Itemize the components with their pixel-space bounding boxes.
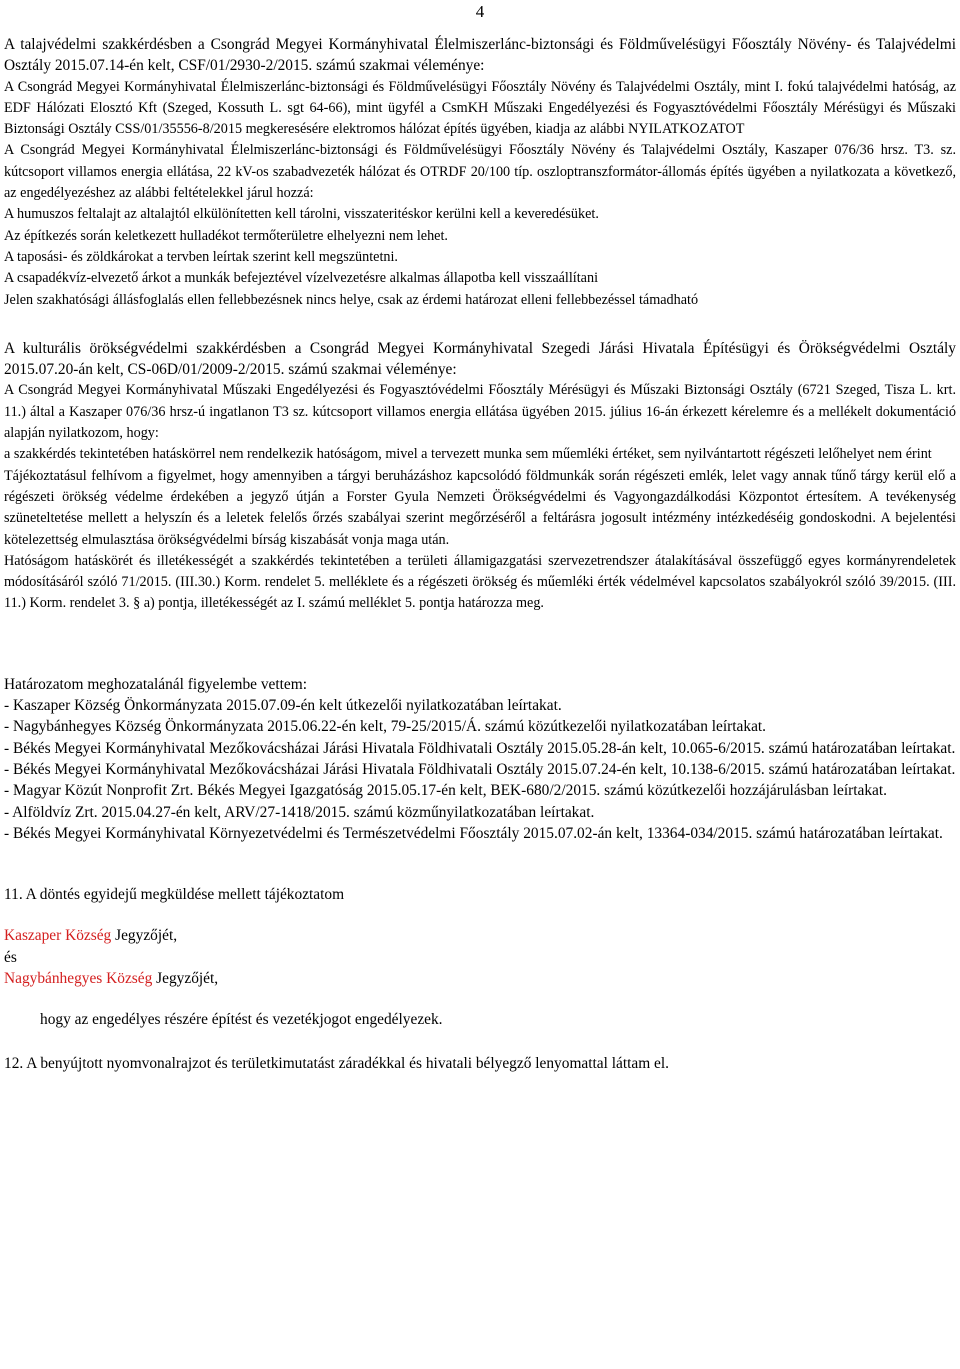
conjunction: és bbox=[4, 948, 17, 966]
notification-purpose: hogy az engedélyes részére építést és vezetékjogot engedélyezek. bbox=[40, 1011, 443, 1029]
recipient-1-suffix: Jegyzőjét, bbox=[111, 927, 178, 945]
heritage-paragraph-4: Hatóságom hatáskörét és illetékességét a szakkérdés tekintetében a területi államigazgatási szervezetrendszer átalakításával összefüggő egyes kormányrendeletek módosításáról szóló 71/2015. (III.30.) Korm. rendelet 5. melléklete és a régészeti örökség és műemléki érték védelmével kapcsolatos szabályokról szóló 39/2015. (III. 11.) Korm. rendelet 3. § a) pontja, illetékességét az I. számú melléklet 5. pontja határozza meg. bbox=[4, 552, 956, 612]
soil-section-heading: A talajvédelmi szakkérdésben a Csongrád Megyei Kormányhivatal Élelmiszerlánc-biztonsági és Földművelésügyi Főosztály Növény- és Talajvédelmi Osztály 2015.07.14-én kelt, CSF/01/2930-2/2015. számú szakmai véleménye: bbox=[4, 36, 956, 75]
recipient-2-suffix: Jegyzőjét, bbox=[152, 969, 219, 987]
consideration-item: - Nagybánhegyes Község Önkormányzata 2015.06.22-én kelt, 79-25/2015/Á. számú közútkezelői nyilatkozatában leírtakat. bbox=[4, 718, 767, 736]
consideration-item: - Békés Megyei Kormányhivatal Mezőkovácsházai Járási Hivatala Földhivatali Osztály 2015.05.28-án kelt, 10.065-6/2015. számú határozatában leírtakat. bbox=[4, 739, 956, 757]
soil-condition-4: A csapadékvíz-elvezető árkot a munkák befejeztével vízelvezetésre alkalmas állapotba kell visszaállítani bbox=[4, 270, 599, 287]
page-number: 4 bbox=[475, 2, 485, 21]
consideration-item: - Alföldvíz Zrt. 2015.04.27-én kelt, ARV/27-1418/2015. számú közműnyilatkozatában leírtakat. bbox=[4, 803, 595, 821]
soil-protection-section bbox=[4, 34, 956, 311]
notification-heading: 11. A döntés egyidejű megküldése mellett tájékoztatom bbox=[4, 886, 345, 904]
recipient-2-name: Nagybánhegyes Község bbox=[4, 969, 153, 987]
spacer bbox=[4, 311, 956, 338]
soil-condition-3: A taposási- és zöldkárokat a tervben leírtak szerint kell megszüntetni. bbox=[4, 248, 398, 265]
recipient-1 bbox=[4, 925, 956, 946]
soil-condition-1: A humuszos feltalajt az altalajtól elkülönítetten kell tárolni, visszateritéskor kerülni kell a keveredésüket. bbox=[4, 206, 599, 223]
consideration-item: - Kaszaper Község Önkormányzata 2015.07.09-én kelt útkezelői nyilatkozatában leírtakat. bbox=[4, 697, 562, 715]
heritage-paragraph-3: Tájékoztatásul felhívom a figyelmet, hogy amennyiben a tárgyi beruházáshoz kapcsolódó földmunkák során régészeti emlék, lelet vagy annak tűnő tárgy kerül elő a régészeti örökség védelme érdekében a jegyző útján a Forster Gyula Nemzeti Örökségvédelmi és Vagyongazdálkodási Központot értesítem. A tevékenység szüneteltetése mellett a helyszín és a leletek felelős őrzés szabályai szerint megőrzéséről a feltárásra jogosult intézmény intézkedéséig gondoskodni. A bejelentési kötelezettség elmulasztása örökségvédelmi bírság kiszabását vonja maga után. bbox=[4, 467, 956, 548]
soil-appeal-note: Jelen szakhatósági állásfoglalás ellen fellebbezésnek nincs helye, csak az érdemi határozat elleni fellebbezéssel támadható bbox=[4, 291, 699, 308]
recipient-2 bbox=[4, 968, 956, 989]
soil-condition-2: Az építkezés során keletkezett hulladékot termőterületre elhelyezni nem lehet. bbox=[4, 227, 448, 244]
notification-section bbox=[4, 884, 956, 1030]
document-body bbox=[4, 34, 956, 1074]
heritage-paragraph-2: a szakkérdés tekintetében hatáskörrel nem rendelkezik hatóságom, mivel a tervezett munka sem műemléki értéket, sem nyilvántartott régészeti lelőhelyet nem érint bbox=[4, 446, 932, 463]
heritage-paragraph-1: A Csongrád Megyei Kormányhivatal Műszaki Engedélyezési és Fogyasztóvédelmi Főosztály Mérésügyi és Műszaki Biztonsági Osztály (6721 Szeged, Tisza L. krt. 11.) által a Kaszaper 076/36 hrsz-ú ingatlanon T3 sz. kútcsoport villamos energia ellátása ügyében 2015. július 16-án érkezett kérelemre és a mellékelt dokumentáció alapján nyilatkozom, hogy: bbox=[4, 382, 956, 442]
spacer bbox=[4, 615, 956, 674]
soil-section-body: A Csongrád Megyei Kormányhivatal Élelmiszerlánc-biztonsági és Földművelésügyi Főosztály Növény és Talajvédelmi Osztály, Kaszaper 076/36 hrsz. T3. sz. kútcsoport villamos energia ellátása, 22 kV-os szabadvezeték hálózat és OTRDF 20/100 típ. oszloptranszformátor-állomás építés ügyében a nyilatkozata a következő, az engedélyezéshez az alábbi feltételekkel járul hozzá: bbox=[4, 142, 956, 202]
soil-section-intro: A Csongrád Megyei Kormányhivatal Élelmiszerlánc-biztonsági és Földművelésügyi Főosztály Növény és Talajvédelmi Osztály, mint I. fokú talajvédelmi hatóság, az EDF Hálózati Elosztó Kft (Szeged, Kossuth L. sgt 64-66), mint ügyfél a CsmKH Műszaki Engedélyezési és Fogyasztóvédelmi Főosztály Mérésügyi és Műszaki Biztonsági Osztály CSS/01/35556-8/2015 megkeresésére elektromos hálózat építés ügyében, kiadja az alábbi NYILATKOZATOT bbox=[4, 78, 956, 138]
consideration-item: - Magyar Közút Nonprofit Zrt. Békés Megyei Igazgatóság 2015.05.17-én kelt, BEK-680/2/2015. számú közútkezelői hozzájárulásban leírtakat. bbox=[4, 782, 887, 800]
attachment-note: 12. A benyújtott nyomvonalrajzot és területkimutatást záradékkal és hivatali bélyegző lenyomattal láttam el. bbox=[4, 1054, 670, 1072]
heritage-section bbox=[4, 338, 956, 615]
considerations-heading: Határozatom meghozatalánál figyelembe vettem: bbox=[4, 675, 307, 693]
considerations-section bbox=[4, 674, 956, 844]
spacer bbox=[4, 844, 956, 884]
consideration-item: - Békés Megyei Kormányhivatal Környezetvédelmi és Természetvédelmi Főosztály 2015.07.02-án kelt, 13364-034/2015. számú határozatában leírtakat. bbox=[4, 824, 943, 842]
consideration-item: - Békés Megyei Kormányhivatal Mezőkovácsházai Járási Hivatala Földhivatali Osztály 2015.07.24-én kelt, 10.138-6/2015. számú határozatában leírtakat. bbox=[4, 760, 956, 778]
recipient-1-name: Kaszaper Község bbox=[4, 927, 112, 945]
heritage-section-heading: A kulturális örökségvédelmi szakkérdésben a Csongrád Megyei Kormányhivatal Szegedi Járási Hivatala Építésügyi és Örökségvédelmi Osztály 2015.07.20-án kelt, CS-06D/01/2009-2/2015. számú szakmai véleménye: bbox=[4, 339, 956, 379]
